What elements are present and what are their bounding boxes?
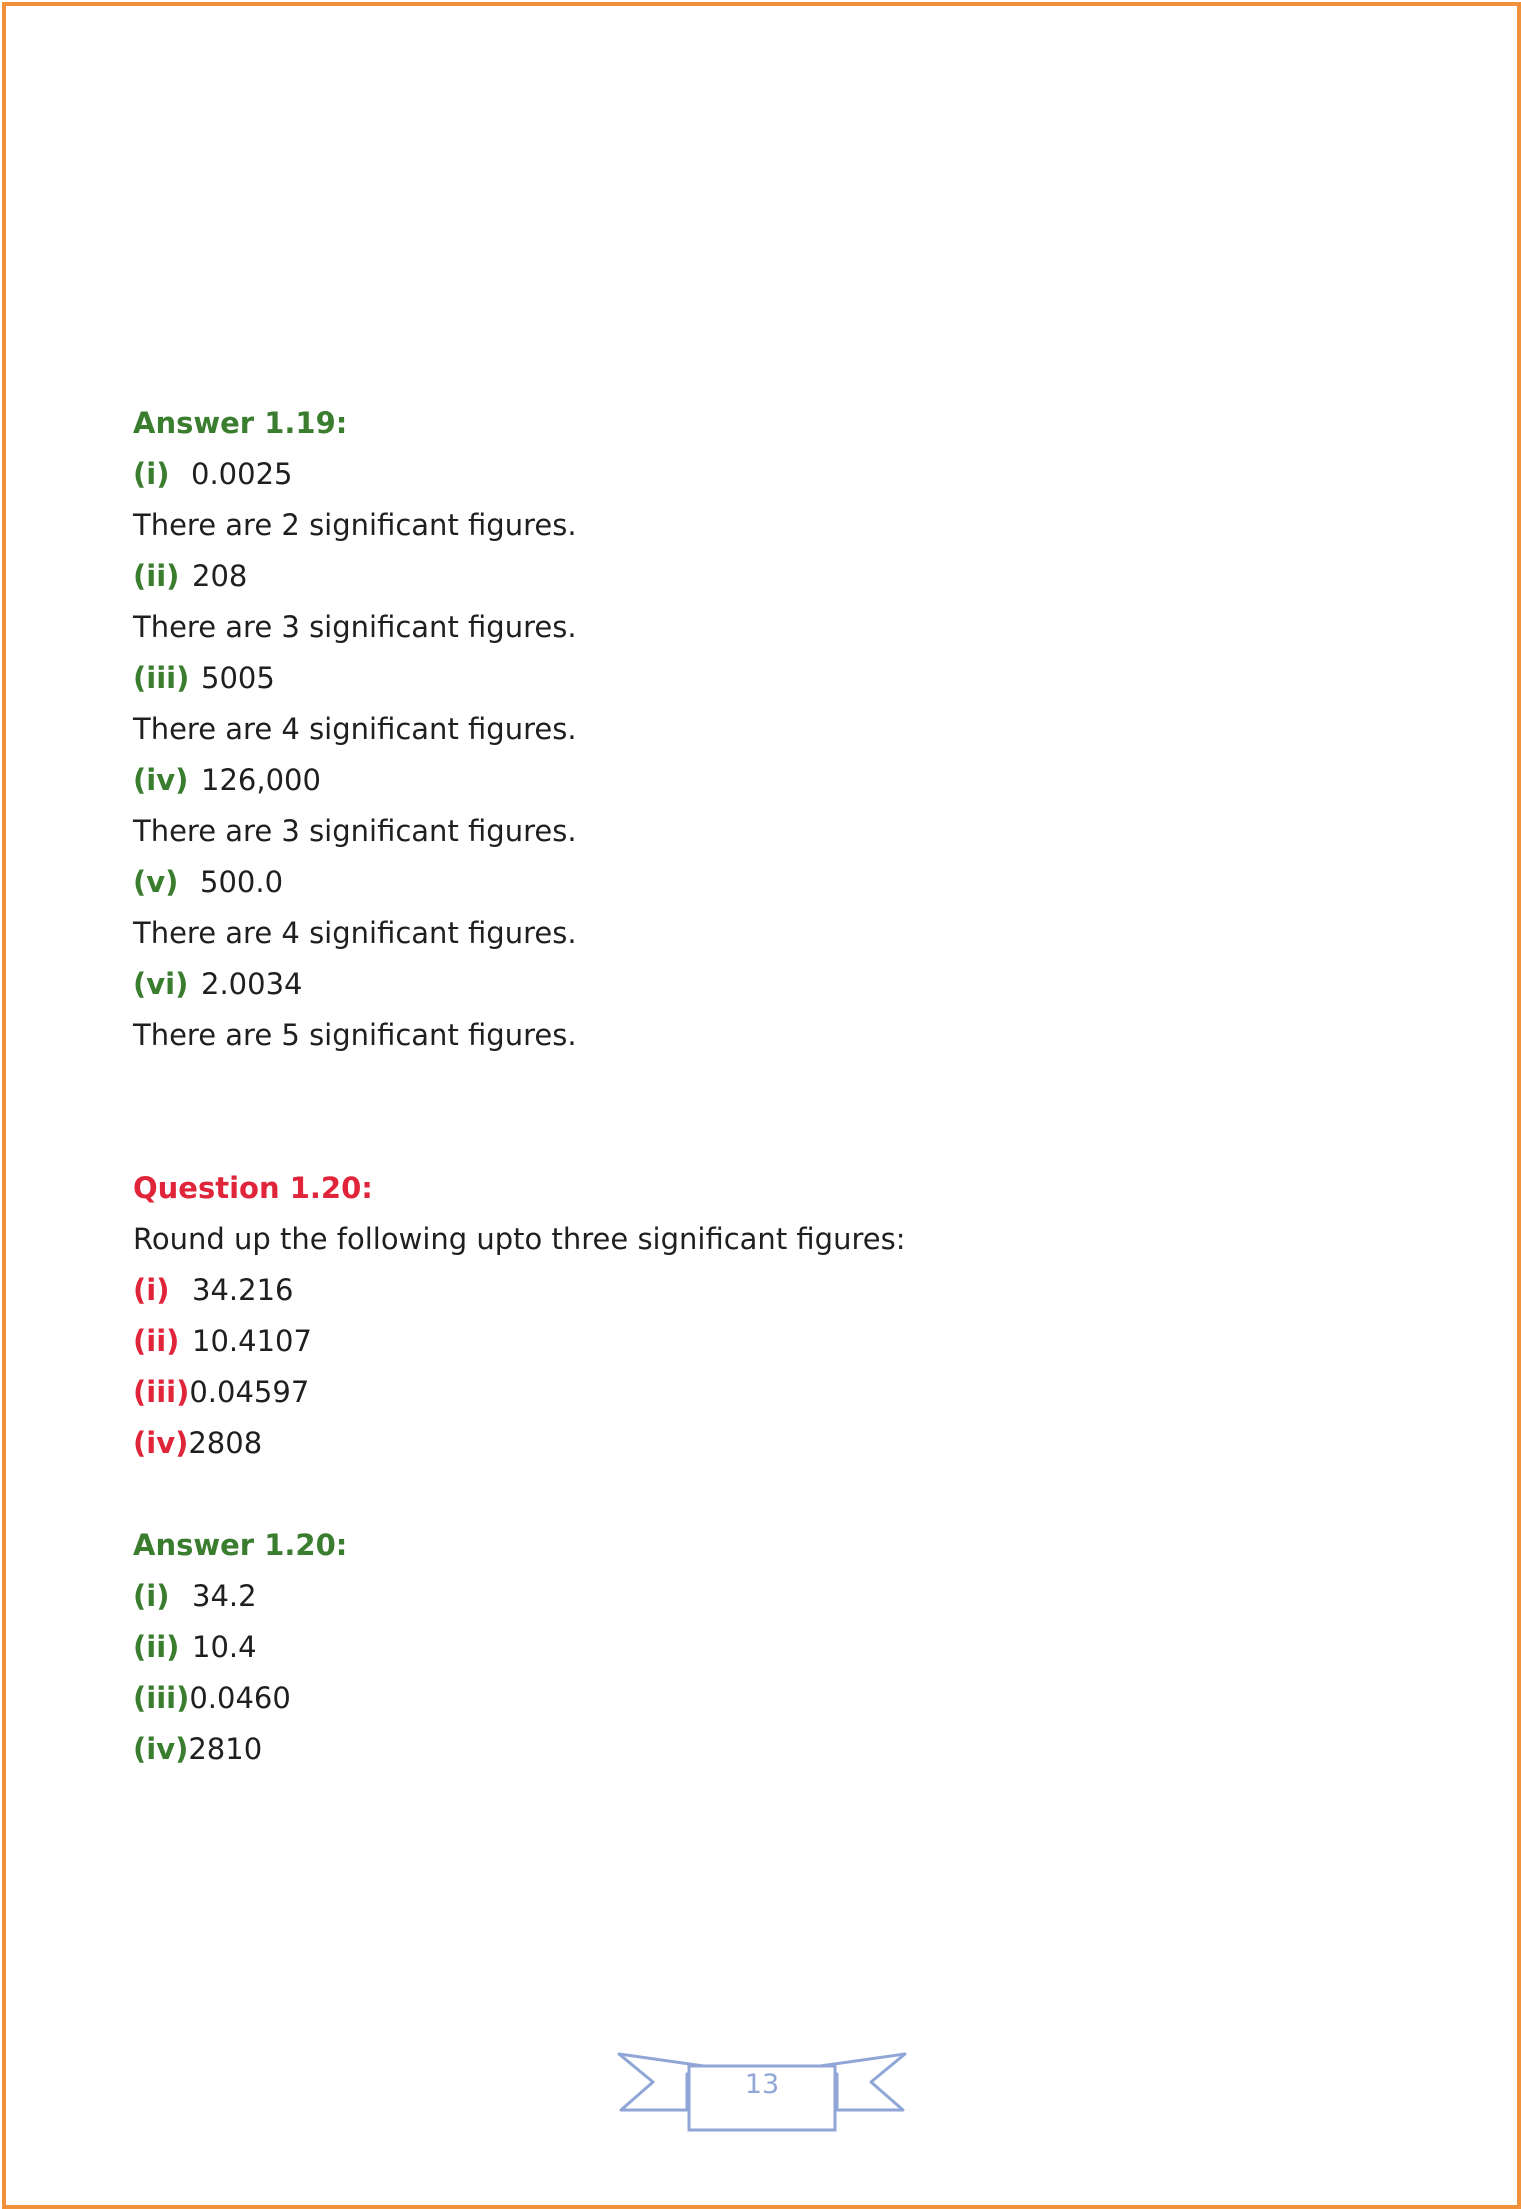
answer-1-19-item (133, 959, 1383, 1010)
item-value: 34.216 (192, 1273, 294, 1307)
page-number-ribbon (617, 2052, 907, 2134)
item-value: 0.04597 (189, 1375, 310, 1409)
answer-1-20-item (133, 1622, 1383, 1673)
answer-1-19-item (133, 449, 1383, 500)
answer-1-19-note: There are 2 significant figures. (133, 508, 577, 542)
item-label: (iv) (133, 1426, 189, 1460)
question-1-20-item (133, 1367, 1383, 1418)
item-value: 2808 (188, 1426, 263, 1460)
answer-1-20-item (133, 1571, 1383, 1622)
answer-1-19-note: There are 3 significant figures. (133, 814, 577, 848)
item-value: 0.0025 (191, 457, 293, 491)
item-value: 0.0460 (189, 1681, 291, 1715)
section-spacer (133, 1469, 1383, 1520)
item-label: (i) (133, 1273, 170, 1307)
answer-1-19-item (133, 857, 1383, 908)
answer-1-19-note: There are 5 significant figures. (133, 1018, 577, 1052)
item-label: (v) (133, 865, 179, 899)
item-value: 34.2 (192, 1579, 257, 1613)
item-value: 500.0 (200, 865, 284, 899)
answer-1-20-heading: Answer 1.20: (133, 1528, 348, 1562)
item-label: (iii) (133, 1375, 190, 1409)
item-value: 126,000 (201, 763, 321, 797)
item-label: (ii) (133, 559, 180, 593)
item-label: (iii) (133, 661, 190, 695)
page-number: 13 (744, 2069, 780, 2100)
item-label: (ii) (133, 1324, 180, 1358)
answer-1-19-heading: Answer 1.19: (133, 406, 348, 440)
item-label: (iv) (133, 763, 189, 797)
answer-1-19-note: There are 3 significant figures. (133, 610, 577, 644)
item-value: 5005 (201, 661, 275, 695)
item-value: 2.0034 (201, 967, 303, 1001)
answer-1-20-section (133, 1520, 1383, 1775)
item-value: 208 (192, 559, 248, 593)
question-1-20-item (133, 1265, 1383, 1316)
answer-1-19-item (133, 755, 1383, 806)
section-spacer (133, 1061, 1383, 1163)
item-value: 2810 (188, 1732, 263, 1766)
item-label: (i) (133, 457, 170, 491)
answer-1-19-note: There are 4 significant figures. (133, 712, 577, 746)
answer-1-19-note: There are 4 significant figures. (133, 916, 577, 950)
answer-1-19-item (133, 551, 1383, 602)
item-label: (iv) (133, 1732, 189, 1766)
item-value: 10.4 (192, 1630, 257, 1664)
answer-1-19-item (133, 653, 1383, 704)
item-label: (i) (133, 1579, 170, 1613)
question-1-20-section (133, 1163, 1383, 1469)
answer-1-20-item (133, 1673, 1383, 1724)
item-label: (ii) (133, 1630, 180, 1664)
item-label: (vi) (133, 967, 189, 1001)
question-1-20-item (133, 1418, 1383, 1469)
answer-1-19-section (133, 398, 1383, 1061)
answer-1-20-item (133, 1724, 1383, 1775)
item-value: 10.4107 (192, 1324, 312, 1358)
page-content (133, 398, 1383, 1775)
question-1-20-heading: Question 1.20: (133, 1171, 373, 1205)
question-1-20-prompt: Round up the following upto three significant figures: (133, 1222, 906, 1256)
question-1-20-item (133, 1316, 1383, 1367)
item-label: (iii) (133, 1681, 190, 1715)
